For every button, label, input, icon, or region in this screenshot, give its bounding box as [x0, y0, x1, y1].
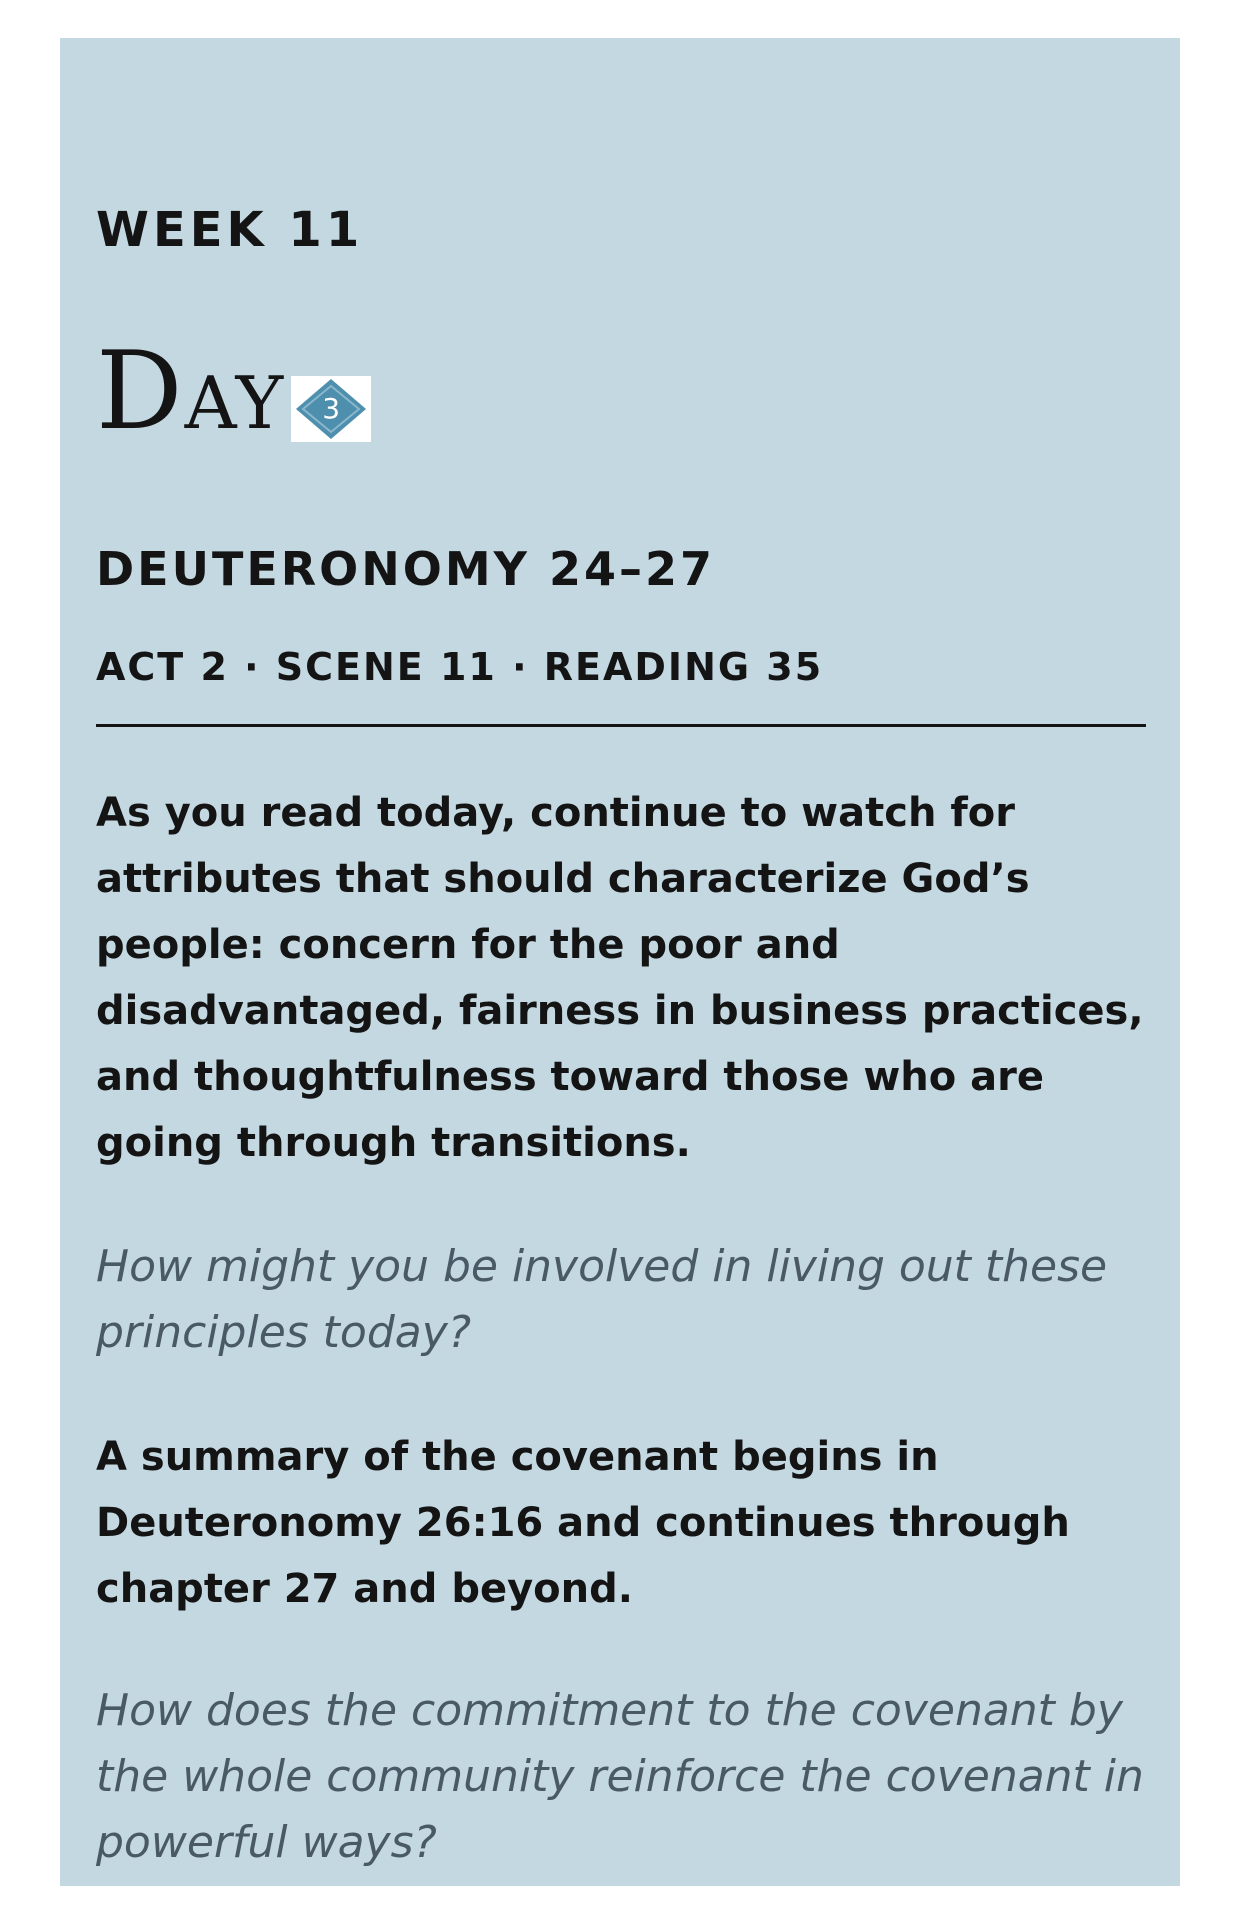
- week-label: WEEK 11: [96, 202, 364, 258]
- diamond-number-icon: [291, 376, 371, 442]
- reading-paragraph: A summary of the covenant begins in Deuteronomy 26:16 and continues through chapter 27 and beyond.: [96, 1434, 1070, 1612]
- divider: [96, 724, 1146, 727]
- reading-paragraph: As you read today, continue to watch for attributes that should characterize God’s people: concern for the poor and disadvantaged, fairness in business practices, and thoughtfulness toward those who are going through transitions.: [96, 790, 1144, 1166]
- reflection-question: How might you be involved in living out these principles today?: [96, 1241, 1108, 1358]
- book-title: DEUTERONOMY 24–27: [96, 542, 716, 596]
- day-heading: [96, 329, 371, 454]
- reflection-question: How does the commitment to the covenant by the whole community reinforce the covenant in powerful ways?: [96, 1685, 1144, 1868]
- reading-card: [60, 38, 1180, 1886]
- day-number: 3: [322, 392, 341, 425]
- day-word: DAY: [96, 329, 286, 454]
- act-scene-reading: ACT 2 · SCENE 11 · READING 35: [96, 645, 824, 689]
